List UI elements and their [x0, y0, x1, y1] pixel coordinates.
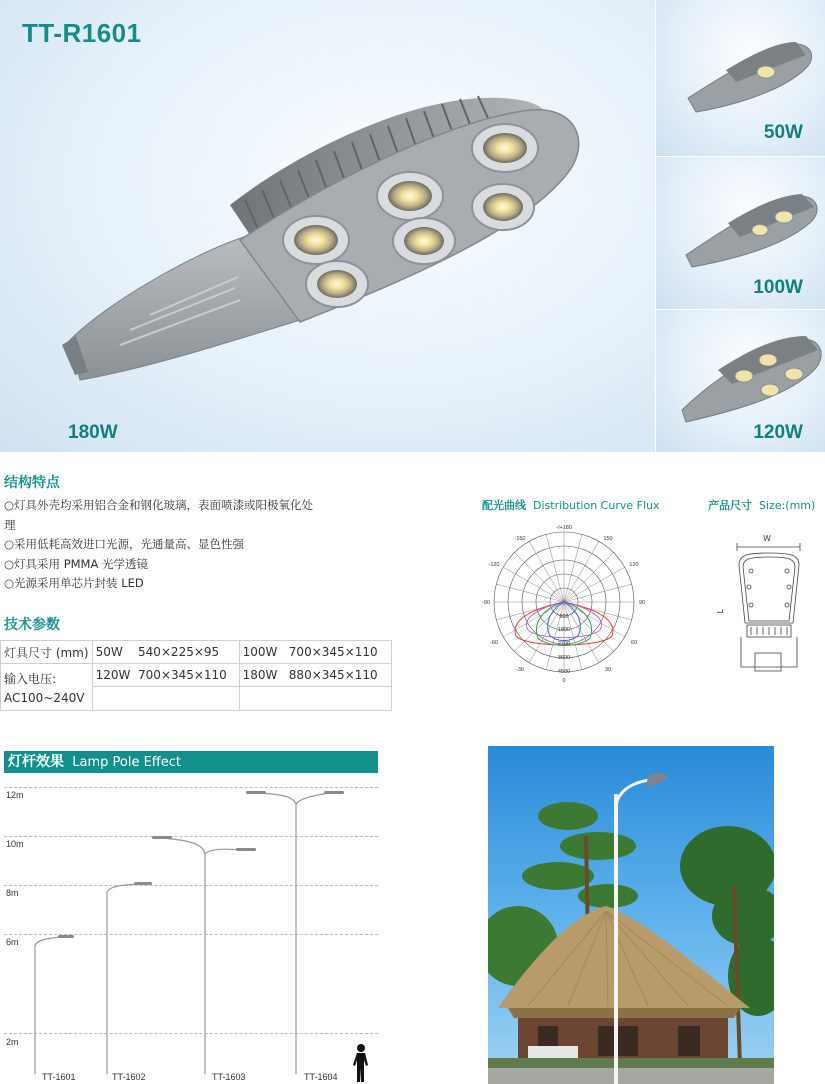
- features-list: [4, 496, 324, 594]
- spec-title: 技术参数: [4, 617, 60, 633]
- variant-label-50w: 50W: [763, 122, 803, 143]
- dimension-caption-en: Size:(mm): [759, 499, 816, 512]
- feature-item: ○采用低耗高效进口光源，光通量高、显色性强: [4, 537, 245, 552]
- table-row: [1, 664, 392, 687]
- angle-label: 90: [638, 600, 646, 606]
- empty-cell: [239, 687, 391, 711]
- ring-label: 2700: [557, 641, 571, 647]
- empty-cell: [92, 687, 239, 711]
- dimension-caption-cn: 产品尺寸: [708, 499, 752, 512]
- angle-label: -150: [514, 536, 526, 542]
- pole-diagram: [0, 784, 378, 1084]
- main-lamp-image: [0, 0, 655, 452]
- distribution-curve-chart: [476, 518, 656, 698]
- pole-title-cn: 灯杆效果: [8, 754, 64, 770]
- distribution-caption: [482, 497, 659, 513]
- feature-item: ○灯具采用 PMMA 光学透镜: [4, 556, 148, 571]
- height-label: 10m: [6, 839, 24, 849]
- size-value: 880×345×110: [288, 668, 378, 682]
- size-value: 540×225×95: [137, 645, 220, 659]
- variant-label-120w: 120W: [753, 422, 803, 443]
- person-icon: [353, 1044, 368, 1082]
- power-value: 100W: [242, 645, 278, 659]
- angle-label: -120: [488, 562, 500, 568]
- hero-image: [0, 0, 655, 452]
- pole-effect-header: [4, 751, 378, 773]
- ring-label: 1800: [557, 627, 571, 633]
- voltage-label: 输入电压:: [4, 672, 57, 686]
- installation-photo: [488, 746, 774, 1084]
- size-label-cell: 灯具尺寸 (mm): [1, 641, 93, 664]
- ring-label: 900: [559, 614, 569, 620]
- pole-model-label: TT-1601: [42, 1072, 76, 1082]
- spec-cell: [92, 641, 239, 664]
- height-label: 2m: [6, 1037, 19, 1047]
- dimension-l-label: L: [716, 608, 725, 614]
- height-label: 8m: [6, 888, 19, 898]
- angle-label: 30: [604, 667, 612, 673]
- size-value: 700×345×110: [288, 645, 378, 659]
- variant-label-100w: 100W: [753, 277, 803, 298]
- angle-label: -60: [490, 640, 498, 646]
- height-label: 12m: [6, 790, 24, 800]
- distribution-caption-en: Distribution Curve Flux: [533, 499, 660, 512]
- ring-label: 3600: [557, 655, 571, 661]
- power-value: 180W: [242, 668, 278, 682]
- angle-label: 0: [562, 678, 566, 684]
- ring-label: 4500: [557, 669, 571, 675]
- dimension-caption: [708, 497, 815, 513]
- variant-120w-panel: [656, 310, 825, 452]
- feature-item: ○光源采用单芯片封装 LED: [4, 576, 144, 591]
- angle-label: 120: [629, 562, 639, 568]
- power-value: 120W: [95, 668, 131, 682]
- voltage-cell: [1, 664, 93, 711]
- voltage-value: AC100~240V: [4, 691, 85, 705]
- pole-model-label: TT-1602: [112, 1072, 146, 1082]
- spec-cell: [92, 664, 239, 687]
- features-title: 结构特点: [4, 475, 60, 491]
- pole-model-label: TT-1604: [304, 1072, 338, 1082]
- distribution-caption-cn: 配光曲线: [482, 499, 526, 512]
- size-value: 700×345×110: [137, 668, 227, 682]
- dimension-w-label: W: [763, 534, 771, 543]
- model-title: TT-R1601: [22, 18, 142, 48]
- spec-cell: [239, 641, 391, 664]
- variant-50w-panel: [656, 0, 825, 156]
- angle-label: 60: [630, 640, 638, 646]
- variant-100w-panel: [656, 157, 825, 309]
- power-value: 50W: [95, 645, 123, 659]
- angle-label: 150: [603, 536, 613, 542]
- pole-title-en: Lamp Pole Effect: [72, 755, 182, 770]
- pole-model-label: TT-1603: [212, 1072, 246, 1082]
- spec-cell: [239, 664, 391, 687]
- main-power-label: 180W: [68, 422, 118, 443]
- spec-table: [0, 640, 392, 711]
- table-row: [1, 641, 392, 664]
- angle-label: -30: [516, 667, 524, 673]
- feature-item: ○灯具外壳均采用铝合金和钢化玻璃，表面喷漆或阳极氧化处理: [4, 498, 314, 532]
- angle-label: -90: [482, 600, 490, 606]
- height-label: 6m: [6, 937, 19, 947]
- dimension-drawing: [715, 525, 815, 685]
- angle-label: -/+180: [556, 525, 572, 531]
